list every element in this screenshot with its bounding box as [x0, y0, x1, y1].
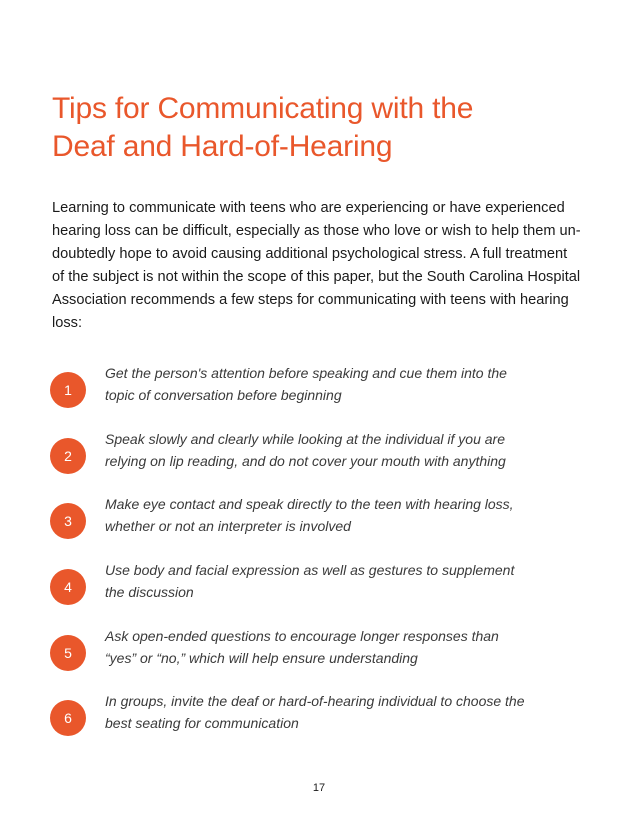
- intro-line: doubtedly hope to avoid causing additional psychological stress. A full treatment: [52, 246, 568, 262]
- tip-number-badge: 2: [50, 438, 86, 474]
- tip-number-badge: 1: [50, 372, 86, 408]
- title-line: Deaf and Hard-of-Hearing: [52, 130, 393, 163]
- intro-line: Learning to communicate with teens who are experiencing or have experienced: [52, 200, 565, 216]
- tip-text-line: In groups, invite the deaf or hard-of-hearing individual to choose the: [105, 693, 525, 709]
- tip-text-line: Use body and facial expression as well as gestures to supplement: [105, 562, 515, 578]
- tip-text: [105, 428, 575, 472]
- tip-text-line: Get the person's attention before speaking and cue them into the: [105, 365, 507, 381]
- tip-text-line: whether or not an interpreter is involved: [105, 518, 351, 534]
- tip-text: [105, 362, 575, 406]
- tip-text-line: Make eye contact and speak directly to the teen with hearing loss,: [105, 496, 514, 512]
- tip-item-2: [0, 428, 638, 478]
- title-line: Tips for Communicating with the: [52, 92, 474, 125]
- page-number: 17: [312, 782, 326, 794]
- tip-number-badge: 6: [50, 700, 86, 736]
- tip-item-1: [0, 362, 638, 412]
- tip-text-line: Ask open-ended questions to encourage longer responses than: [105, 628, 499, 644]
- tip-text-line: best seating for communication: [105, 715, 299, 731]
- tip-item-3: [0, 493, 638, 543]
- tip-text-line: the discussion: [105, 584, 194, 600]
- tip-text-line: Speak slowly and clearly while looking at the individual if you are: [105, 431, 505, 447]
- tip-number-badge: 4: [50, 569, 86, 605]
- tip-text: [105, 690, 575, 734]
- intro-line: Association recommends a few steps for communicating with teens with hearing: [52, 292, 569, 308]
- tip-text-line: topic of conversation before beginning: [105, 387, 342, 403]
- tip-number-badge: 5: [50, 635, 86, 671]
- tip-text: [105, 559, 575, 603]
- intro-line: of the subject is not within the scope of this paper, but the South Carolina Hospital: [52, 269, 581, 285]
- intro-line: hearing loss can be difficult, especially as those who love or wish to help them un-: [52, 223, 581, 239]
- tip-item-5: [0, 625, 638, 675]
- intro-line: loss:: [52, 315, 83, 331]
- tip-item-4: [0, 559, 638, 609]
- tip-text-line: relying on lip reading, and do not cover your mouth with anything: [105, 453, 506, 469]
- tip-item-6: [0, 690, 638, 740]
- tip-text: [105, 493, 575, 537]
- tip-text: [105, 625, 575, 669]
- tip-number-badge: 3: [50, 503, 86, 539]
- tip-text-line: “yes” or “no,” which will help ensure understanding: [105, 650, 418, 666]
